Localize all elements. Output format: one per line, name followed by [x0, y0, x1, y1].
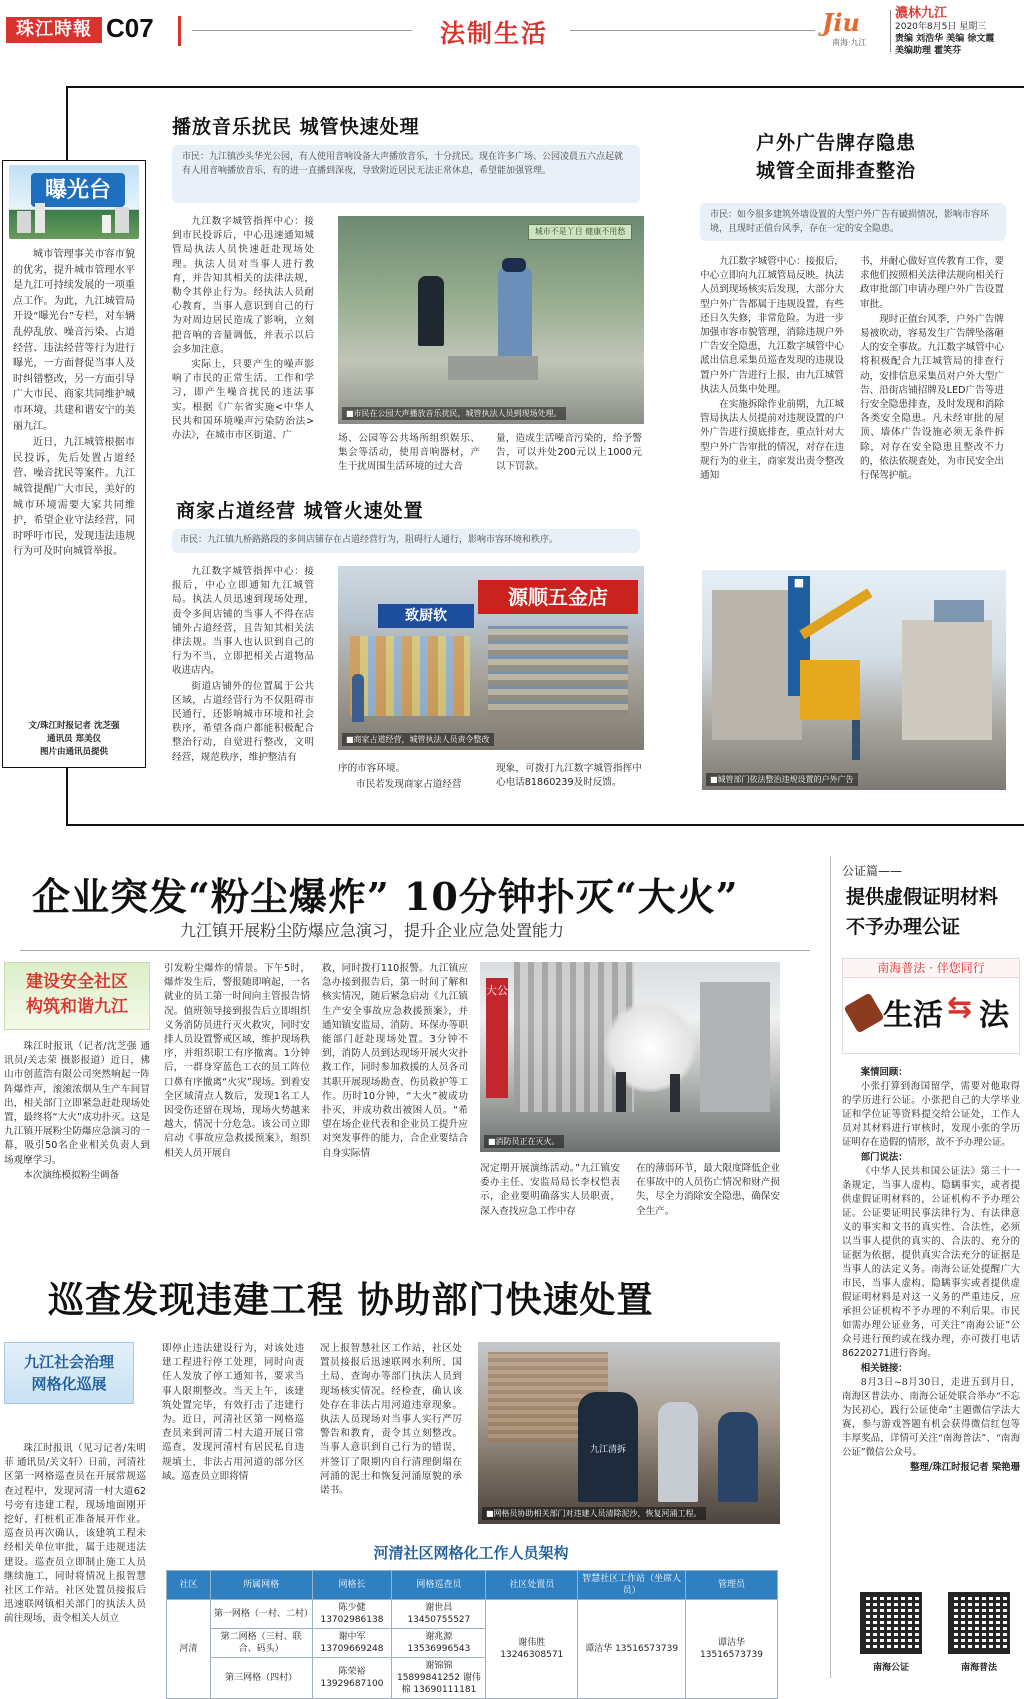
paper-name: 珠江時報: [16, 19, 92, 40]
shop-citizen-quote: 市民：九江镇九桥路路段的多间店铺存在占道经营行为，阻碍行人通行，影响市容环境和秩序。: [172, 529, 640, 553]
billboard-headline-1: 户外广告牌存隐患: [756, 132, 917, 154]
grid-table-header: 社区: [167, 1571, 211, 1600]
shop-col-2a: 序的市容环境。: [338, 763, 406, 774]
notary-body: [842, 1066, 1020, 1586]
exposure-byline-1: 文/珠江时报记者 沈芝强: [28, 721, 120, 731]
dust-col-3: 救，同时拨打110报警。九江镇应急办接到报告后，第一时间了解和核实情况，随后紧急启动《九江镇生产安全事故应急救援预案》，并通知镇安监局、消防、环保办等职能部门赶赴现场处置。3分钟不到，消防人员到达现场开展火灾扑救工作，同时参加救援的人员各司其职开展现场勘查、伤员救护等工作。历时10分钟，“大火”被成功扑灭，并成功救出被困人员。“希望在场企业代表和企业员工提升应对突发事件的能力，合企业要结合自身实际情: [322, 963, 468, 1159]
header-rule-left: [192, 30, 412, 31]
grid-table-leader: 陈荣裕 13929687100: [312, 1658, 392, 1699]
notary-divider: [830, 856, 831, 1678]
paper-name-badge: [6, 17, 102, 43]
grid-photo-caption: ■网格员协助相关部门对违建人员清除泥沙，恢复河涌工程。: [482, 1507, 706, 1520]
notary-case-title: 案情回顾：: [860, 1067, 908, 1078]
grid-table-admin: 谭洁华 13516573739: [686, 1600, 778, 1699]
music-photo-sign: 城市不是丫目 健康不用愁: [528, 224, 632, 240]
grid-badge: [4, 1342, 134, 1404]
grid-table-header: 所属网格: [210, 1571, 312, 1600]
table-row: [167, 1600, 778, 1629]
grid-col-2: 即停止违法建设行为，对该处违建工程进行停工处理，同时向责任人发放了停工通知书，要求当事人限期整改。当天上午，该建筑处置完毕，有效打击了违建行为。近日，河清社区第一网格巡查员来到河清二村大道开展日常巡查，发现河清村有居民私自违规填土，非法占用河道的部分区域。巡查员立即将情: [162, 1343, 304, 1482]
notary-headline-2: 不予办理公证: [846, 916, 961, 938]
billboard-photo-caption: ■城管部门依法整治违规设置的户外广告: [706, 773, 858, 786]
grid-table-grid: 第二网格（三村、联合、码头）: [210, 1629, 312, 1658]
grid-photo-vest: 九江清拆: [589, 1445, 626, 1455]
qr-code-law[interactable]: [948, 1592, 1010, 1654]
law-banner: [842, 958, 1020, 1054]
music-col-2: 场、公园等公共场所组织娱乐、集会等活动，使用音响器材，产生干扰周围生活环境的过大音: [338, 433, 480, 473]
grid-table-inspector: 谢锦锦 15899841252 谢伟棉 13690111181: [392, 1658, 486, 1699]
logo-sub: 南海·九江: [832, 38, 867, 47]
notary-explain-body: 《中华人民共和国公证法》第三十一条规定，当事人虚构、隐瞒事实，或者提供虚假证明材料的，公证机构不予办理公证。公证要证明民事法律行为、有法律意义的事实和文书的真实性、合法性，必须以当事人提供的真实的、合法的、充分的证据为依据，提供真实合法充分的证据是当事人的法定义务。南海公证处提醒广大市民，当事人虚构、隐瞒事实或者提供虚假证明材料是对这一义务的严重违反，应承担公证机构不予办理的不利后果。市民如需办理公证业务，可关注“南海公证”公众号进行预约或在线办理，亦可拨打电话86220271进行咨询。: [842, 1166, 1020, 1359]
header-divider: [890, 10, 891, 52]
exposure-byline-3: 图片由通讯员提供: [39, 747, 108, 757]
grid-table-title: 河清社区网格化工作人员架构: [373, 1544, 569, 1562]
music-headline: 播放音乐扰民 城管快速处理: [172, 116, 420, 138]
header-meta: [895, 6, 1023, 57]
grid-table-header: 管理员: [686, 1571, 778, 1600]
grid-table-header-row: [167, 1571, 778, 1600]
notary-link-byline: 整理/珠江时报记者 梁艳珊: [910, 1462, 1020, 1473]
billboard-photo: [702, 570, 1006, 790]
shop-sign-2: 致厨软: [378, 604, 474, 628]
music-col-1-p1: 九江数字城管指挥中心：接到市民投诉后，中心迅速通知城管局执法人员快速赶赴现场处理。执法人员对当事人进行教育，并告知其相关的法律法规，勒令其停止行为。经执法人员耐心教育，当事人意识到自己的行为对周边居民造成了影响，立刻把音响的音量调低，并表示以后会多加注意。: [172, 216, 314, 355]
music-col-3: 量，造成生活噪音污染的，给予警告，可以并处200元以上1000元以下罚款。: [496, 433, 642, 473]
masthead: [0, 0, 1024, 60]
music-col-1-p2: 实际上，只要产生的噪声影响了市民的正常生活、工作和学习，即产生噪音扰民的违法事实。根据《广东省实施<中华人民共和国环境噪声污染防治法>办法》，在城市市区街道、广: [172, 359, 314, 442]
grid-table-grid: 第一网格（一村、二村）: [210, 1600, 312, 1629]
grid-badge-line-1: 九江社会治理: [23, 1353, 114, 1371]
grid-table-header: 网格巡查员: [392, 1571, 486, 1600]
billboard-col-2-p2: 现时正值台风季，户外广告牌易被吹动，容易发生广告牌坠落砸人的安全事故。九江数字城管中心将积极配合九江城管局的排查行动，安排信息采集员对户外大型广告、沿街店铺招牌及LED广告等进行安全隐患排查，及时发现和消除各类安全隐患。凡未经审批的屋顶、墙体广告设施必须无条件拆除，对存在安全隐患且整改不力的，依法依规查处，为市民安全出行保驾护航。: [860, 313, 1004, 482]
header-rule-right: [570, 30, 815, 31]
dust-photo: [480, 962, 780, 1152]
editors-line-2: 美编助理 霍笑芬: [895, 46, 962, 56]
safety-badge: [4, 962, 150, 1030]
exposure-badge-title: 曝光台: [31, 173, 125, 207]
grid-col-1: 珠江时报讯（见习记者/朱明菲 通讯员/关文轩）日前，河清社区第一网格巡查员在开展常规巡查过程中，发现河清一村大道62号旁有违建工程，现场地面刚开挖好，打桩机正准备展开作业。巡查员再次确认，该建筑工程未经相关单位审批，属于违规违法建设。巡查员立即制止施工人员继续施工，同时将情况上报智慧社区工作站。社区处置员接报后迅速联网镇相关部门的执法人员前往现场，责令相关人员立: [4, 1443, 146, 1625]
law-banner-art-1: 生活: [883, 998, 943, 1033]
music-citizen-quote: 市民：九江镇沙头华光公园，有人使用音响设备大声播放音乐，十分扰民。现在许多广场、公园凌晨五六点起就有人用音响播放音乐，有的进一直播到深夜，导致附近居民无法正常休息，希望能加强管理。: [172, 145, 640, 203]
jiujiang-logo: Jiu 南海·九江: [822, 8, 888, 54]
dust-photo-sign: 大公: [486, 978, 508, 1098]
shop-sign: 源顺五金店: [478, 580, 638, 614]
notary-headline-1: 提供虚假证明材料: [846, 886, 999, 908]
music-col-1: [172, 215, 314, 475]
safety-badge-line-2: 构筑和谐九江: [26, 997, 128, 1017]
dust-col-2: 引发粉尘爆炸的情景。下午5时，爆炸发生后，警报随即响起，一名就业的员工第一时间向主管报告情况。值班领导接到报告后立即组织义务消防员进行灭火救灾，同时安排人员设置警戒区域，维护现场秩序，并组织职工有序撤离。1分钟后，一群身穿蓝色工衣的员工阵位口鼻有序撤离“火灾”现场。到着安全区域清点人数后，发现1名工人因受伤还留在现场，现场火势越来越大，情况十分危急。该公司立即启动《事故应急救援预案》，组织相关人员开展自: [164, 963, 310, 1159]
dust-col-4: 况定期开展演练活动。”九江镇安委办主任、安监局局长李权恺表示，企业要明确落实人员职责，深入查找应急工作中存: [480, 1163, 620, 1217]
grid-table-leader: 谢中军 13709669248: [312, 1629, 392, 1658]
section-title: 法制生活: [440, 19, 549, 48]
header-rule-accent: [178, 16, 181, 46]
slogan: 濃林九江: [895, 6, 948, 21]
dust-rule: [20, 950, 810, 951]
law-banner-art-2: 法: [979, 998, 1009, 1033]
grid-table-inspector: 谢世昌 13450755527: [392, 1600, 486, 1629]
billboard-col-1: [700, 255, 844, 553]
dust-col-1-p1: 珠江时报讯（记者/沈芝强 通讯员/关志荣 摄影报道）近日，佛山市创蓝浩有限公司突然响起一阵阵爆炸声，滚滚浓烟从生产车间冒出，相关部门立即紧急赶赴现场处置，最终将“大火”成功扑灭。这是九江镇开展粉尘防爆应急演习的一幕，吸引50名企业相关负责人到场观摩学习。: [4, 1041, 150, 1166]
exposure-body-1: 城市管理事关市容市貌的优劣，提升城市管理水平是九江可持续发展的一项重点工作。为此，九江城管局开设“曝光台”专栏，对车辆乱停乱放、噪音污染、占道经营、违法经营等行为进行曝光，一方面督促当事人及时纠错整改，另一方面引导广大市民、商家共同维护城市环境，共建和谐安宁的美丽九江。: [13, 249, 135, 432]
grid-table-grid: 第三网格（四村）: [210, 1658, 312, 1699]
exposure-column: [2, 160, 146, 768]
arrow-icon: ⇆: [947, 990, 973, 1025]
grid-staff-table: [166, 1570, 778, 1699]
dust-col-1: [4, 1040, 150, 1228]
billboard-col-2-p1: 书，并耐心做好宣传教育工作，要求他们按照相关法律法规向相关行政审批部门申请办理户外广告设置审批。: [860, 256, 1004, 310]
grid-table-handler: 谢伟胜 13246308571: [486, 1600, 578, 1699]
issue-date: 2020年8月5日 星期三: [895, 22, 987, 32]
billboard-citizen-quote: 市民：如今很多建筑外墙设置的大型户外广告有破损情况，影响市容环境，且现时正值台风季，存在一定的安全隐患。: [700, 203, 1006, 241]
safety-badge-line-1: 建设安全社区: [26, 972, 128, 992]
billboard-col-1-p2: 在实施拆除作业前期，九江城管局执法人员提前对违规设置的户外广告进行摸底排查，重点针对大型户外广告审批的情况，对存在违规行为的业主，商家发出责令整改通知: [700, 399, 844, 482]
notary-explain-title: 部门说法：: [860, 1152, 908, 1163]
shop-col-2b: 市民若发现商家占道经营: [356, 779, 462, 790]
dust-col-1-p2: 本次演练模拟粉尘调备: [23, 1169, 120, 1181]
exposure-badge: [9, 165, 139, 239]
shop-photo-caption: ■商家占道经营，城管执法人员责令整改: [342, 733, 494, 746]
music-photo: [338, 216, 644, 424]
dust-subhead: 九江镇开展粉尘防爆应急演习，提升企业应急处置能力: [180, 921, 565, 940]
grid-table-community: 河清: [167, 1600, 211, 1699]
grid-col-3: 况上报智慧社区工作站，社区处置员接报后迅速联网水利所、国土局、查询办等部门执法人员到现场核实情况。经检查，确认该处存在非法占用河道违章现象。执法人员现场对当事人实行严厉警告和教育，责令其立刻整改。当事人意识到自己行为的错误，并签订了限期内自行清理倒塌在河涌的泥土和恢复河涌原貌的承诺书。: [320, 1343, 462, 1497]
exposure-byline-2: 通讯员 郑美仪: [47, 734, 101, 744]
shop-headline: 商家占道经营 城管火速处置: [176, 500, 424, 522]
qr-label-law: 南海普法: [960, 1663, 997, 1673]
dust-photo-caption: ■消防员正在灭火。: [484, 1135, 564, 1148]
shop-col-1-p1: 九江数字城管指挥中心：接报后，中心立即通知九江城管局。执法人员迅速到现场处理，责令多间店铺的当事人不得在店铺外占道经营，且告知其相关法律法规。当事人也认识到自己的行为不当，立即把相关占道物品收进店内。: [172, 566, 314, 677]
notary-link-title: 相关链接：: [860, 1363, 908, 1374]
page-code: C07: [106, 13, 154, 43]
grid-table-inspector: 谢兆源 13536996543: [392, 1629, 486, 1658]
editors-line-1: 责编 刘浩华 美编 徐文霞: [895, 34, 995, 44]
grid-table-wrap: [166, 1570, 778, 1699]
shop-col-1: [172, 565, 314, 793]
shop-col-3: 现象，可拨打九江数字城管指挥中心电话81860239及时反馈。: [496, 763, 642, 789]
grid-table-leader: 陈少健 13702986138: [312, 1600, 392, 1629]
grid-headline: 巡查发现违建工程 协助部门快速处置: [48, 1279, 654, 1321]
qr-label-notary: 南海公证: [872, 1663, 909, 1673]
billboard-banner: ■: [788, 576, 810, 696]
grid-table-station: 谭洁华 13516573739: [578, 1600, 686, 1699]
grid-photo: [478, 1342, 780, 1524]
exposure-body-2: 近日，九江城管根据市民投诉，先后处置占道经营、噪音扰民等案件。九江城管提醒广大市民，美好的城市环境需要大家共同维护，希望企业守法经营，同时呼吁市民，发现违法违规行为可及时向城管举报。: [13, 437, 135, 558]
qr-code-notary[interactable]: [860, 1592, 922, 1654]
music-photo-caption: ■市民在公园大声播放音乐扰民，城管执法人员到现场处理。: [342, 407, 566, 420]
billboard-headline-2: 城管全面排查整治: [756, 160, 917, 182]
law-banner-title: 南海普法 · 伴您同行: [843, 959, 1019, 978]
billboard-col-2: [860, 255, 1004, 553]
notary-case-body: 小张打算到海国留学，需要对他取得的学历进行公证。小张把自己的大学毕业证和学位证等资料提交给公证处，工作人员对其材料进行审核时，发现小张的学历证明存在造假的情形，故不予办理公证。: [842, 1081, 1020, 1148]
shop-photo: [338, 566, 644, 750]
grid-table-header: 社区处置员: [486, 1571, 578, 1600]
notary-link-body: 8月3日~8月30日，走进五到月日，南海区普法办、南海公证处联合举办“不忘为民初心，践行公证使命”主题微信学法大赛，参与游戏答题有机会获得微信红包等丰厚奖品，详情可关注“南海普法”、“南海公证”微信公众号。: [842, 1377, 1020, 1458]
notary-kicker: 公证篇——: [842, 864, 903, 878]
dust-col-5: 在的薄弱环节，最大限度降低企业在事故中的人员伤亡情况和财产损失，尽全力消除安全隐患，确保安全生产。: [636, 1163, 780, 1217]
dust-headline: 企业突发“粉尘爆炸” 10分钟扑灭“大火”: [32, 874, 739, 919]
grid-table-header: 智慧社区工作站（坐席人员）: [578, 1571, 686, 1600]
billboard-col-1-p1: 九江数字城管中心：接报后，中心立即向九江城管局反映。执法人员到现场核实后发现，大部分大型户外广告都属于违规设置，有些还日久失修，非常危险。为进一步加强市容市貌管理，消除违规户外广告安全隐患，九江数字城管中心派出信息采集员巡查发现的违规设置户外广告进行上报，由九江城管执法人员集中处理。: [700, 256, 844, 395]
grid-badge-line-2: 网格化巡展: [31, 1375, 107, 1393]
shop-col-1-p2: 街道店铺外的位置属于公共区域，占道经营行为不仅阻碍市民通行，还影响城市环境和社会秩序，希望各商户都能积极配合整治行动，自觉进行整改，文明经营，规范秩序，维护整洁有: [172, 680, 314, 763]
grid-table-header: 网格长: [312, 1571, 392, 1600]
